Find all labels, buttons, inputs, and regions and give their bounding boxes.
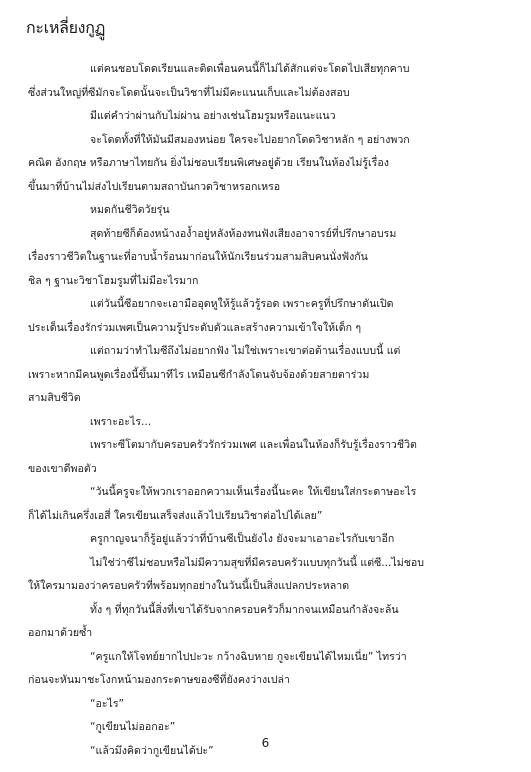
text-line: ให้ใครมามองว่าครอบครัวที่พร้อมทุกอย่างในวันนี้เป็นสิ่งแปลกประหลาด xyxy=(28,580,350,592)
text-line: เพราะอะไร... xyxy=(90,415,152,428)
text-line: “อะไร” xyxy=(90,697,125,710)
text-line: สามสิบชีวิต xyxy=(28,392,81,404)
text-line: ก่อนจะหันมาชะโงกหน้ามองกระดาษของซีที่ยังคงว่างเปล่า xyxy=(28,674,290,686)
text-line: ประเด็นเรื่องรักร่วมเพศเป็นความรู้ประดับตัวและสร้างความเข้าใจให้เด็ก ๆ xyxy=(28,321,362,334)
text-line: มีแต่คำว่าผ่านกับไม่ผ่าน อย่างเช่นโฮมรูมหรือแนะแนว xyxy=(90,110,336,122)
text-line: จะโดดทั้งที่ให้มันมีสมองหน่อย ใครจะไปอยากโดดวิชาหลัก ๆ อย่างพวก xyxy=(90,133,410,146)
text-line: คณิต อังกฤษ หรือภาษาไทยกัน ยิ่งไม่ชอบเรียนพิเศษอยู่ด้วย เรียนในห้องไม่รู้เรื่อง xyxy=(28,157,389,169)
text-line: แต่วันนี้ซีอยากจะเอามืออุดหูให้รู้แล้วรู้รอด เพราะครูที่ปรึกษาดันเปิด xyxy=(90,298,394,310)
text-line: ครูกาญจนาก็รู้อยู่แล้วว่าที่บ้านซีเป็นยังไง ยังจะมาเอาอะไรกับเขาอีก xyxy=(90,533,395,545)
page-body xyxy=(28,58,503,763)
text-line: “กูเขียนไม่ออกอะ” xyxy=(90,721,176,733)
text-line: ซึ่งส่วนใหญ่ที่ซีมักจะโดดนั้นจะเป็นวิชาที่ไม่มีคะแนนเก็บและไม่ต้องสอบ xyxy=(28,86,350,99)
text-line: ของเขาดีพอตัว xyxy=(28,462,97,475)
text-line: แต่ถามว่าทำไมซีถึงไม่อยากฟัง ไม่ใช่เพราะเขาต่อต้านเรื่องแบบนี้ แต่ xyxy=(90,345,401,357)
text-line: “วันนี้ครูจะให้พวกเราออกความเห็นเรื่องนี้นะคะ ให้เขียนใส่กระดาษอะไร xyxy=(90,486,417,498)
text-line: เรื่องราวชีวิตในฐานะที่อาบน้ำร้อนมาก่อนให้นักเรียนร่วมสามสิบคนนั่งฟังกัน xyxy=(28,251,368,263)
text-line: เพราะหากมีคนพูดเรื่องนี้ขึ้นมาทีไร เหมือนซีกำลังโดนจับจ้องด้วยสายตาร่วม xyxy=(28,368,370,381)
text-line: ออกมาด้วยซ้ำ xyxy=(28,627,93,639)
text-line: แต่คนชอบโดดเรียนและติดเพื่อนคนนี้ก็ไม่ได้สักแต่จะโดดไปเสียทุกคาบ xyxy=(90,63,410,75)
text-line: ไม่ใช่ว่าซีไม่ชอบหรือไม่มีความสุขที่มีครอบครัวแบบทุกวันนี้ แต่ซี...ไม่ชอบ xyxy=(90,556,424,569)
text-line: สุดท้ายซีก็ต้องหน้างอง้ำอยู่หลังห้องทนฟังเสียงอาจารย์ที่ปรึกษาอบรม xyxy=(90,227,397,240)
text-line: ก็ได้ไม่เกินครึ่งเอสี่ ใครเขียนเสร็จส่งแล้วไปเรียนวิชาต่อไปได้เลย” xyxy=(28,509,323,522)
text-line: หมดกันชีวิตวัยรุ่น xyxy=(90,204,170,216)
text-line: “ครูแกให้โจทย์ยากไปปะวะ กว้างฉิบหาย กูจะเขียนได้ไหมเนี่ย” ไทรว่า xyxy=(90,650,407,663)
text-line: ทั้ง ๆ ที่ทุกวันนี้สิ่งที่เขาได้รับจากครอบครัวก็มากจนเหมือนกำลังจะล้น xyxy=(90,603,399,616)
text-line: ขึ้นมาที่บ้านไม่ส่งไปเรียนตามสถาบันกวดวิชาหรอกเหรอ xyxy=(28,180,281,193)
text-line: ชิล ๆ ฐานะวิชาโฮมรูมที่ไม่มีอะไรมาก xyxy=(28,274,199,287)
page-number: 6 xyxy=(261,736,270,750)
running-header: กะเหลี่ยงกูฏู xyxy=(26,18,106,37)
text-line: เพราะซีโตมากับครอบครัวรักร่วมเพศ และเพื่อนในห้องก็รับรู้เรื่องราวชีวิต xyxy=(90,439,417,451)
text-line: “แล้วมึงคิดว่ากูเขียนได้ปะ” xyxy=(90,744,214,757)
